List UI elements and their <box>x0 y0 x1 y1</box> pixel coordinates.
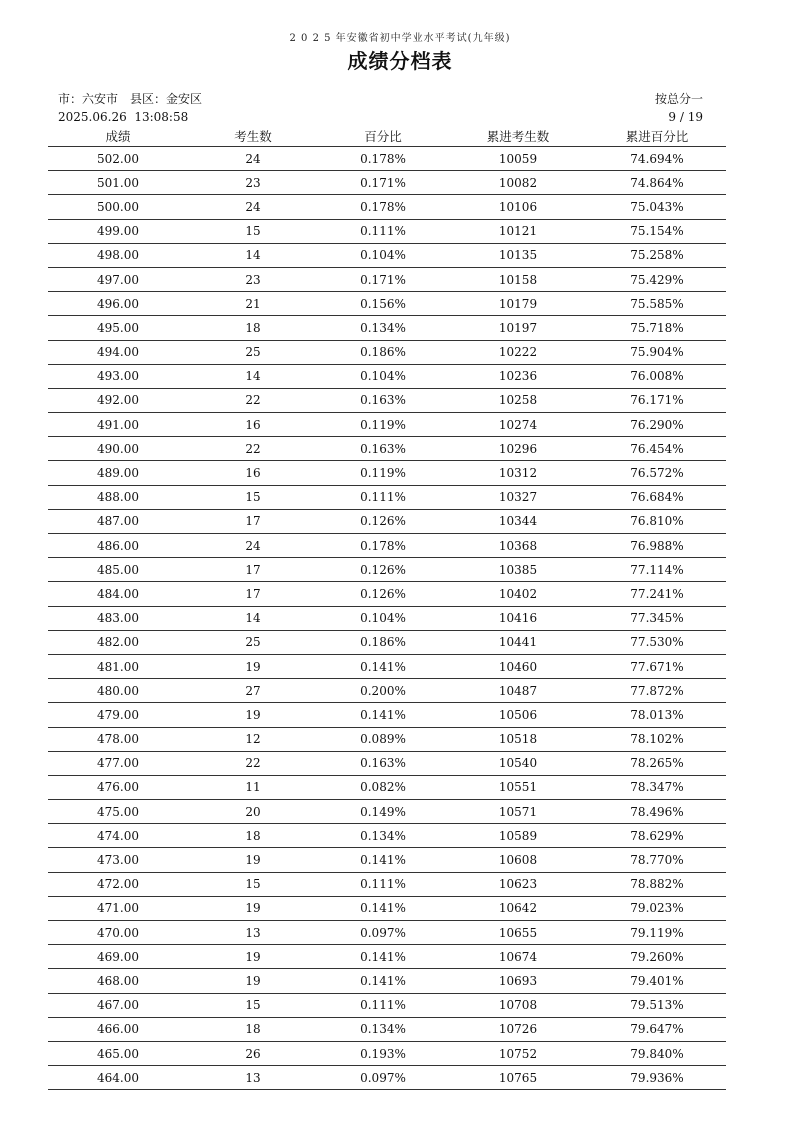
cell-cumulative-count: 10460 <box>448 654 588 678</box>
cell-cumulative-percent: 79.260% <box>588 945 726 969</box>
cell-cumulative-count: 10121 <box>448 219 588 243</box>
cell-count: 15 <box>188 485 318 509</box>
table-header-row <box>48 126 726 147</box>
cell-cumulative-percent: 77.345% <box>588 606 726 630</box>
cell-score: 479.00 <box>48 703 188 727</box>
cell-percent: 0.104% <box>318 606 448 630</box>
cell-cumulative-percent: 79.119% <box>588 921 726 945</box>
table-row <box>48 969 726 993</box>
cell-percent: 0.104% <box>318 364 448 388</box>
cell-score: 487.00 <box>48 509 188 533</box>
cell-score: 492.00 <box>48 388 188 412</box>
cell-cumulative-count: 10197 <box>448 316 588 340</box>
cell-score: 494.00 <box>48 340 188 364</box>
table-row <box>48 848 726 872</box>
cell-score: 482.00 <box>48 630 188 654</box>
cell-percent: 0.141% <box>318 896 448 920</box>
cell-percent: 0.126% <box>318 582 448 606</box>
cell-count: 19 <box>188 703 318 727</box>
table-row <box>48 243 726 267</box>
cell-count: 15 <box>188 219 318 243</box>
cell-cumulative-count: 10518 <box>448 727 588 751</box>
table-row <box>48 703 726 727</box>
cell-percent: 0.178% <box>318 195 448 219</box>
cell-cumulative-percent: 77.114% <box>588 558 726 582</box>
cell-percent: 0.097% <box>318 921 448 945</box>
cell-cumulative-count: 10236 <box>448 364 588 388</box>
table-row <box>48 751 726 775</box>
cell-score: 496.00 <box>48 292 188 316</box>
cell-score: 495.00 <box>48 316 188 340</box>
cell-cumulative-count: 10642 <box>448 896 588 920</box>
cell-cumulative-count: 10487 <box>448 679 588 703</box>
cell-percent: 0.082% <box>318 775 448 799</box>
cell-percent: 0.149% <box>318 800 448 824</box>
cell-score: 493.00 <box>48 364 188 388</box>
cell-cumulative-percent: 76.008% <box>588 364 726 388</box>
cell-score: 467.00 <box>48 993 188 1017</box>
cell-count: 14 <box>188 606 318 630</box>
cell-count: 24 <box>188 147 318 171</box>
table-row <box>48 147 726 171</box>
cell-count: 27 <box>188 679 318 703</box>
cell-percent: 0.134% <box>318 316 448 340</box>
cell-cumulative-count: 10327 <box>448 485 588 509</box>
cell-score: 477.00 <box>48 751 188 775</box>
table-row <box>48 606 726 630</box>
meta-left <box>58 90 202 126</box>
cell-score: 472.00 <box>48 872 188 896</box>
cell-percent: 0.186% <box>318 340 448 364</box>
cell-cumulative-percent: 79.023% <box>588 896 726 920</box>
cell-cumulative-percent: 76.290% <box>588 413 726 437</box>
cell-cumulative-percent: 78.102% <box>588 727 726 751</box>
column-header-count: 考生数 <box>188 126 318 147</box>
cell-cumulative-percent: 75.904% <box>588 340 726 364</box>
cell-cumulative-percent: 76.171% <box>588 388 726 412</box>
cell-cumulative-percent: 77.671% <box>588 654 726 678</box>
cell-score: 478.00 <box>48 727 188 751</box>
cell-cumulative-percent: 77.241% <box>588 582 726 606</box>
cell-percent: 0.141% <box>318 654 448 678</box>
cell-cumulative-percent: 75.585% <box>588 292 726 316</box>
cell-percent: 0.111% <box>318 219 448 243</box>
cell-cumulative-percent: 78.013% <box>588 703 726 727</box>
cell-cumulative-count: 10385 <box>448 558 588 582</box>
cell-count: 24 <box>188 534 318 558</box>
cell-count: 13 <box>188 921 318 945</box>
table-body <box>48 147 726 1090</box>
cell-count: 23 <box>188 171 318 195</box>
table-row <box>48 1066 726 1090</box>
cell-count: 12 <box>188 727 318 751</box>
cell-cumulative-count: 10655 <box>448 921 588 945</box>
cell-percent: 0.141% <box>318 945 448 969</box>
table-row <box>48 219 726 243</box>
cell-score: 484.00 <box>48 582 188 606</box>
column-header-percent: 百分比 <box>318 126 448 147</box>
cell-cumulative-percent: 76.572% <box>588 461 726 485</box>
cell-cumulative-percent: 79.840% <box>588 1041 726 1065</box>
table-row <box>48 534 726 558</box>
cell-count: 19 <box>188 896 318 920</box>
cell-score: 502.00 <box>48 147 188 171</box>
cell-cumulative-percent: 77.872% <box>588 679 726 703</box>
cell-cumulative-percent: 76.988% <box>588 534 726 558</box>
cell-count: 19 <box>188 848 318 872</box>
cell-score: 488.00 <box>48 485 188 509</box>
table-row <box>48 437 726 461</box>
column-header-cumulative-count: 累进考生数 <box>448 126 588 147</box>
table-row <box>48 872 726 896</box>
cell-count: 17 <box>188 509 318 533</box>
cell-count: 19 <box>188 945 318 969</box>
table-row <box>48 1017 726 1041</box>
cell-score: 476.00 <box>48 775 188 799</box>
cell-cumulative-percent: 78.496% <box>588 800 726 824</box>
table-row <box>48 364 726 388</box>
cell-cumulative-count: 10179 <box>448 292 588 316</box>
cell-count: 15 <box>188 993 318 1017</box>
table-row <box>48 1041 726 1065</box>
cell-cumulative-percent: 79.647% <box>588 1017 726 1041</box>
table-row <box>48 679 726 703</box>
cell-score: 465.00 <box>48 1041 188 1065</box>
table-row <box>48 582 726 606</box>
table-row <box>48 267 726 291</box>
cell-percent: 0.119% <box>318 461 448 485</box>
cell-percent: 0.178% <box>318 147 448 171</box>
cell-cumulative-count: 10416 <box>448 606 588 630</box>
cell-percent: 0.186% <box>318 630 448 654</box>
table-row <box>48 461 726 485</box>
cell-percent: 0.171% <box>318 267 448 291</box>
cell-cumulative-count: 10623 <box>448 872 588 896</box>
meta-right <box>655 90 703 126</box>
cell-cumulative-count: 10312 <box>448 461 588 485</box>
table-row <box>48 195 726 219</box>
cell-cumulative-count: 10551 <box>448 775 588 799</box>
cell-cumulative-percent: 75.043% <box>588 195 726 219</box>
cell-cumulative-percent: 77.530% <box>588 630 726 654</box>
page-title: 成绩分档表 <box>347 49 453 73</box>
cell-cumulative-count: 10344 <box>448 509 588 533</box>
cell-count: 22 <box>188 437 318 461</box>
cell-cumulative-count: 10441 <box>448 630 588 654</box>
cell-cumulative-count: 10708 <box>448 993 588 1017</box>
cell-score: 480.00 <box>48 679 188 703</box>
cell-cumulative-count: 10368 <box>448 534 588 558</box>
cell-cumulative-percent: 76.810% <box>588 509 726 533</box>
cell-cumulative-count: 10589 <box>448 824 588 848</box>
cell-cumulative-percent: 75.154% <box>588 219 726 243</box>
table-row <box>48 945 726 969</box>
cell-cumulative-count: 10296 <box>448 437 588 461</box>
cell-cumulative-percent: 78.882% <box>588 872 726 896</box>
table-row <box>48 800 726 824</box>
cell-cumulative-percent: 74.864% <box>588 171 726 195</box>
column-header-score: 成绩 <box>48 126 188 147</box>
cell-cumulative-count: 10402 <box>448 582 588 606</box>
cell-percent: 0.126% <box>318 509 448 533</box>
cell-cumulative-count: 10674 <box>448 945 588 969</box>
cell-count: 16 <box>188 461 318 485</box>
cell-count: 16 <box>188 413 318 437</box>
cell-cumulative-percent: 74.694% <box>588 147 726 171</box>
cell-score: 464.00 <box>48 1066 188 1090</box>
cell-percent: 0.200% <box>318 679 448 703</box>
cell-cumulative-percent: 79.401% <box>588 969 726 993</box>
cell-percent: 0.178% <box>318 534 448 558</box>
cell-score: 500.00 <box>48 195 188 219</box>
cell-score: 497.00 <box>48 267 188 291</box>
cell-cumulative-count: 10274 <box>448 413 588 437</box>
cell-percent: 0.126% <box>318 558 448 582</box>
table-row <box>48 388 726 412</box>
cell-score: 473.00 <box>48 848 188 872</box>
cell-cumulative-count: 10059 <box>448 147 588 171</box>
cell-cumulative-percent: 75.718% <box>588 316 726 340</box>
table-row <box>48 509 726 533</box>
cell-percent: 0.111% <box>318 485 448 509</box>
table-row <box>48 413 726 437</box>
cell-score: 471.00 <box>48 896 188 920</box>
cell-cumulative-percent: 75.429% <box>588 267 726 291</box>
cell-score: 490.00 <box>48 437 188 461</box>
cell-score: 485.00 <box>48 558 188 582</box>
cell-score: 483.00 <box>48 606 188 630</box>
cell-count: 24 <box>188 195 318 219</box>
cell-cumulative-count: 10222 <box>448 340 588 364</box>
cell-count: 18 <box>188 1017 318 1041</box>
cell-cumulative-count: 10540 <box>448 751 588 775</box>
score-distribution-table <box>48 126 726 1090</box>
cell-score: 474.00 <box>48 824 188 848</box>
page-indicator: 9 / 19 <box>668 110 703 124</box>
cell-score: 491.00 <box>48 413 188 437</box>
cell-percent: 0.111% <box>318 872 448 896</box>
cell-score: 481.00 <box>48 654 188 678</box>
cell-count: 22 <box>188 388 318 412</box>
cell-count: 11 <box>188 775 318 799</box>
table-row <box>48 654 726 678</box>
location-line <box>58 90 202 108</box>
cell-score: 489.00 <box>48 461 188 485</box>
cell-count: 18 <box>188 824 318 848</box>
cell-score: 468.00 <box>48 969 188 993</box>
cell-cumulative-percent: 78.770% <box>588 848 726 872</box>
cell-cumulative-percent: 76.454% <box>588 437 726 461</box>
cell-count: 26 <box>188 1041 318 1065</box>
table-row <box>48 292 726 316</box>
cell-percent: 0.156% <box>318 292 448 316</box>
sort-label: 按总分一 <box>654 92 703 106</box>
cell-percent: 0.097% <box>318 1066 448 1090</box>
cell-cumulative-count: 10765 <box>448 1066 588 1090</box>
cell-percent: 0.134% <box>318 1017 448 1041</box>
cell-cumulative-count: 10106 <box>448 195 588 219</box>
table-row <box>48 896 726 920</box>
cell-cumulative-percent: 78.629% <box>588 824 726 848</box>
cell-score: 469.00 <box>48 945 188 969</box>
cell-cumulative-count: 10158 <box>448 267 588 291</box>
cell-count: 14 <box>188 364 318 388</box>
cell-percent: 0.141% <box>318 703 448 727</box>
cell-cumulative-percent: 79.513% <box>588 993 726 1017</box>
cell-percent: 0.134% <box>318 824 448 848</box>
cell-count: 17 <box>188 558 318 582</box>
cell-score: 498.00 <box>48 243 188 267</box>
table-row <box>48 824 726 848</box>
cell-count: 21 <box>188 292 318 316</box>
cell-cumulative-count: 10506 <box>448 703 588 727</box>
district-label: 县区：金安区 <box>130 92 203 106</box>
cell-cumulative-percent: 78.265% <box>588 751 726 775</box>
cell-cumulative-count: 10608 <box>448 848 588 872</box>
cell-percent: 0.163% <box>318 751 448 775</box>
cell-cumulative-count: 10726 <box>448 1017 588 1041</box>
cell-percent: 0.171% <box>318 171 448 195</box>
table-row <box>48 727 726 751</box>
cell-count: 19 <box>188 654 318 678</box>
cell-percent: 0.141% <box>318 848 448 872</box>
cell-count: 15 <box>188 872 318 896</box>
cell-score: 499.00 <box>48 219 188 243</box>
table-row <box>48 316 726 340</box>
table-row <box>48 921 726 945</box>
cell-percent: 0.193% <box>318 1041 448 1065</box>
table-row <box>48 171 726 195</box>
cell-score: 475.00 <box>48 800 188 824</box>
table-row <box>48 485 726 509</box>
cell-cumulative-count: 10693 <box>448 969 588 993</box>
cell-score: 501.00 <box>48 171 188 195</box>
cell-count: 19 <box>188 969 318 993</box>
cell-percent: 0.163% <box>318 388 448 412</box>
cell-count: 18 <box>188 316 318 340</box>
table-row <box>48 775 726 799</box>
cell-cumulative-percent: 79.936% <box>588 1066 726 1090</box>
cell-count: 22 <box>188 751 318 775</box>
cell-cumulative-count: 10082 <box>448 171 588 195</box>
cell-cumulative-count: 10135 <box>448 243 588 267</box>
cell-score: 466.00 <box>48 1017 188 1041</box>
cell-percent: 0.163% <box>318 437 448 461</box>
table-row <box>48 340 726 364</box>
cell-count: 17 <box>188 582 318 606</box>
cell-count: 13 <box>188 1066 318 1090</box>
cell-cumulative-count: 10571 <box>448 800 588 824</box>
cell-score: 470.00 <box>48 921 188 945</box>
cell-cumulative-percent: 76.684% <box>588 485 726 509</box>
table-row <box>48 993 726 1017</box>
timestamp: 2025.06.26 13:08:58 <box>58 110 189 124</box>
cell-cumulative-percent: 75.258% <box>588 243 726 267</box>
cell-cumulative-count: 10258 <box>448 388 588 412</box>
city-label: 市：六安市 <box>58 92 119 106</box>
cell-count: 20 <box>188 800 318 824</box>
cell-percent: 0.104% <box>318 243 448 267</box>
column-header-cumulative-percent: 累进百分比 <box>588 126 726 147</box>
cell-count: 14 <box>188 243 318 267</box>
cell-score: 486.00 <box>48 534 188 558</box>
cell-percent: 0.141% <box>318 969 448 993</box>
cell-percent: 0.089% <box>318 727 448 751</box>
exam-subtitle: 2 0 2 5 年安徽省初中学业水平考试(九年级) <box>289 33 511 44</box>
cell-count: 23 <box>188 267 318 291</box>
cell-cumulative-percent: 78.347% <box>588 775 726 799</box>
cell-count: 25 <box>188 630 318 654</box>
cell-cumulative-count: 10752 <box>448 1041 588 1065</box>
cell-percent: 0.111% <box>318 993 448 1017</box>
cell-count: 25 <box>188 340 318 364</box>
table-row <box>48 558 726 582</box>
table-row <box>48 630 726 654</box>
cell-percent: 0.119% <box>318 413 448 437</box>
